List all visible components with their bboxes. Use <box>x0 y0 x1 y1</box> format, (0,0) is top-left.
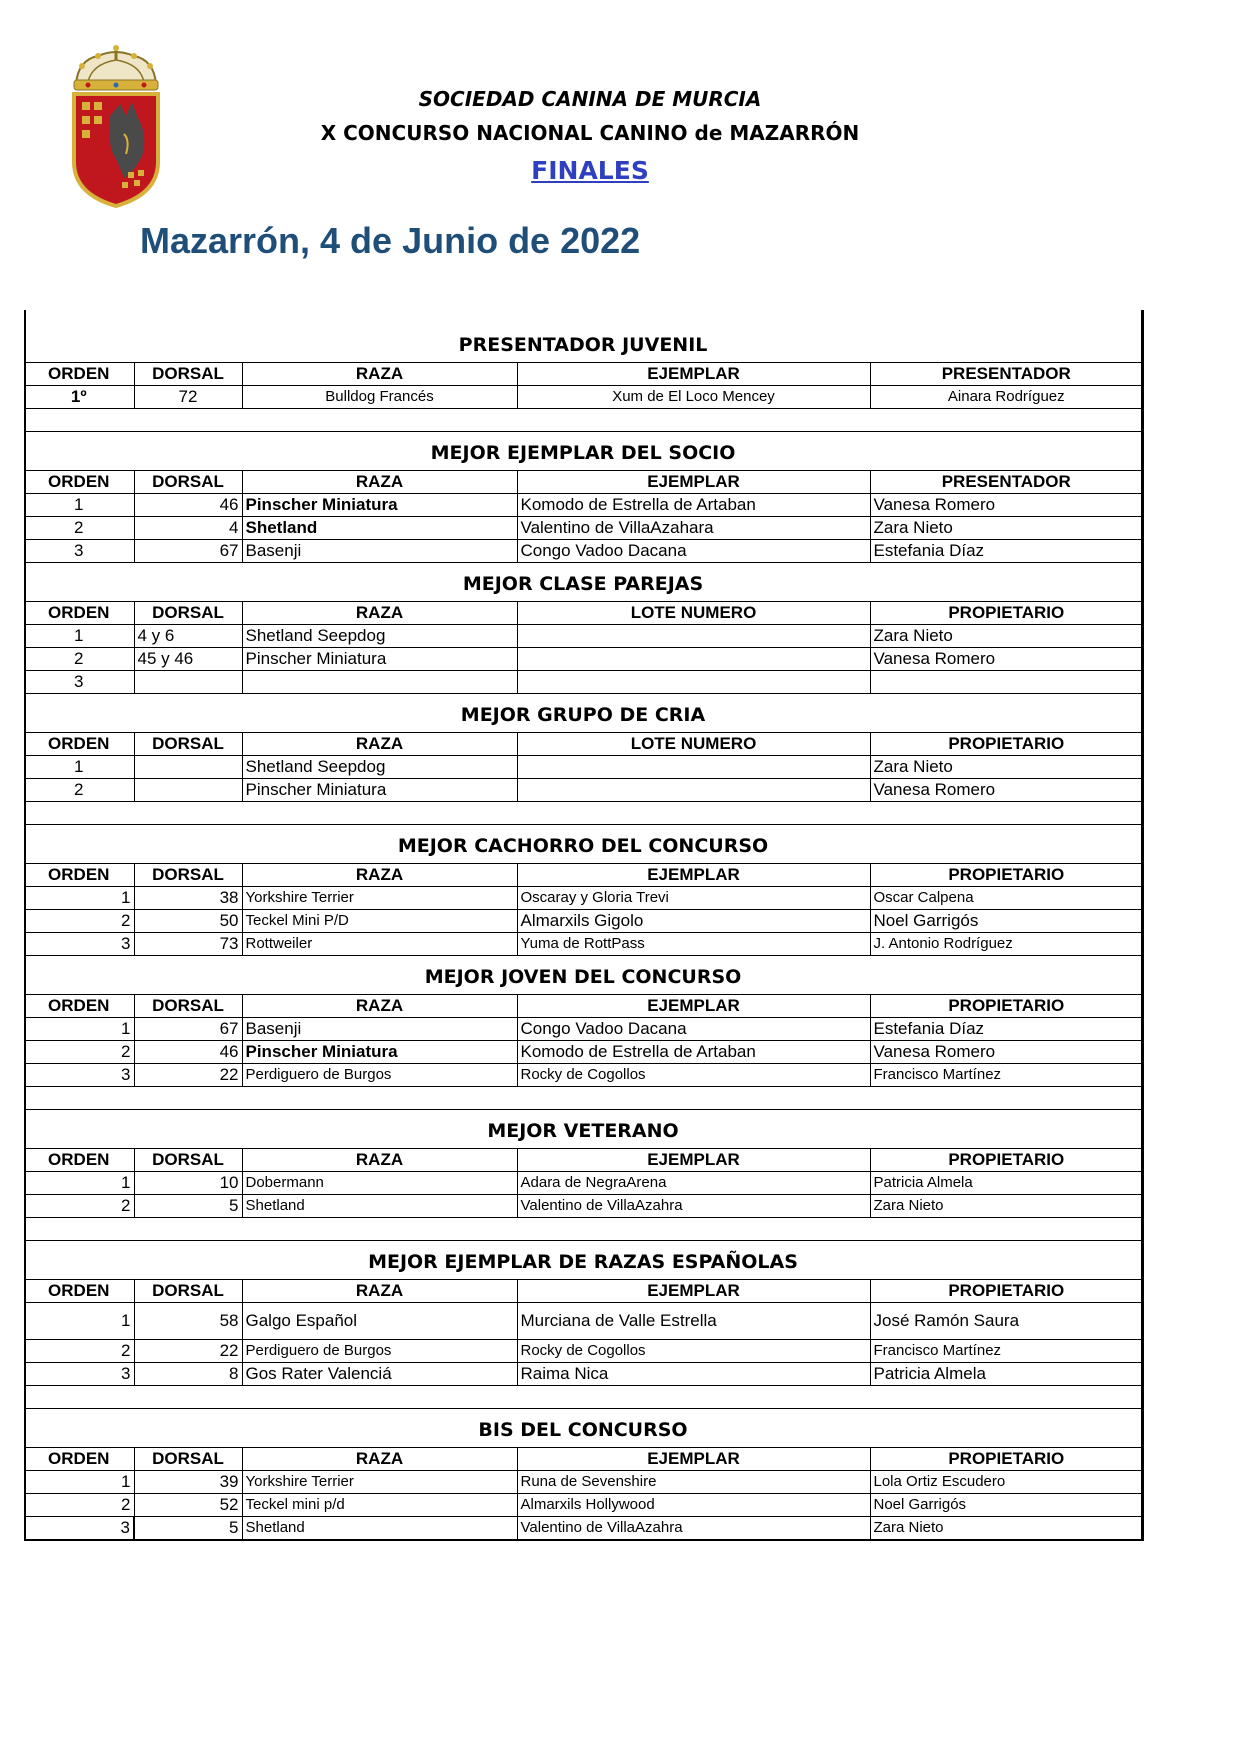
dorsal-cell: 4 <box>134 517 242 540</box>
spacer-cell <box>24 802 1142 825</box>
raza-cell: Rottweiler <box>242 933 517 956</box>
spacer-cell <box>24 1386 1142 1409</box>
column-header: ORDEN <box>24 471 134 494</box>
dorsal-cell: 46 <box>134 1041 242 1064</box>
dorsal-cell: 73 <box>134 933 242 956</box>
raza-cell: Yorkshire Terrier <box>242 887 517 910</box>
table-row <box>24 386 1142 409</box>
raza-cell: Perdiguero de Burgos <box>242 1064 517 1087</box>
column-header: PROPIETARIO <box>870 1448 1142 1471</box>
column-header-row <box>24 1448 1142 1471</box>
propietario-cell: Zara Nieto <box>870 625 1142 648</box>
section-title: MEJOR JOVEN DEL CONCURSO <box>24 956 1142 995</box>
raza-cell: Pinscher Miniatura <box>242 1041 517 1064</box>
section-title: PRESENTADOR JUVENIL <box>24 324 1142 363</box>
column-header: RAZA <box>242 733 517 756</box>
spacer-cell <box>24 409 1142 432</box>
orden-cell: 1 <box>24 1303 134 1340</box>
raza-cell: Teckel Mini P/D <box>242 910 517 933</box>
column-header: RAZA <box>242 864 517 887</box>
dorsal-cell: 50 <box>134 910 242 933</box>
column-header: PROPIETARIO <box>870 1149 1142 1172</box>
orden-cell: 3 <box>24 1064 134 1087</box>
column-header-row <box>24 1149 1142 1172</box>
column-header: PRESENTADOR <box>870 363 1142 386</box>
orden-cell: 3 <box>24 933 134 956</box>
column-header: RAZA <box>242 1280 517 1303</box>
ejemplar-cell: Almarxils Hollywood <box>517 1494 870 1517</box>
orden-cell: 2 <box>24 517 134 540</box>
spacer-cell <box>24 1218 1142 1241</box>
table-row <box>24 1517 1142 1541</box>
orden-cell: 3 <box>24 1517 134 1541</box>
table-row <box>24 933 1142 956</box>
column-header: DORSAL <box>134 1448 242 1471</box>
raza-cell <box>242 671 517 694</box>
orden-cell: 1 <box>24 1471 134 1494</box>
dorsal-cell: 58 <box>134 1303 242 1340</box>
orden-cell: 1 <box>24 1018 134 1041</box>
raza-cell: Shetland Seepdog <box>242 625 517 648</box>
ejemplar-cell: Congo Vadoo Dacana <box>517 1018 870 1041</box>
ejemplar-cell <box>517 648 870 671</box>
ejemplar-cell: Murciana de Valle Estrella <box>517 1303 870 1340</box>
section-title-row <box>24 563 1142 602</box>
column-header: ORDEN <box>24 1448 134 1471</box>
section-title-row <box>24 324 1142 363</box>
column-header-row <box>24 363 1142 386</box>
column-header: DORSAL <box>134 1280 242 1303</box>
results-table <box>24 324 1142 1541</box>
orden-cell: 2 <box>24 648 134 671</box>
dorsal-cell: 8 <box>134 1363 242 1386</box>
raza-cell: Pinscher Miniatura <box>242 648 517 671</box>
orden-cell: 1º <box>24 386 134 409</box>
raza-cell: Bulldog Francés <box>242 386 517 409</box>
propietario-cell: J. Antonio Rodríguez <box>870 933 1142 956</box>
section-title: MEJOR EJEMPLAR DE RAZAS ESPAÑOLAS <box>24 1241 1142 1280</box>
spacer-row <box>24 1087 1142 1110</box>
spacer-row <box>24 1386 1142 1409</box>
column-header-row <box>24 733 1142 756</box>
section-title-row <box>24 1241 1142 1280</box>
dorsal-cell: 67 <box>134 1018 242 1041</box>
propietario-cell: Vanesa Romero <box>870 494 1142 517</box>
ejemplar-cell <box>517 625 870 648</box>
column-header: ORDEN <box>24 733 134 756</box>
section-title-row <box>24 825 1142 864</box>
ejemplar-cell: Oscaray y Gloria Trevi <box>517 887 870 910</box>
column-header: RAZA <box>242 471 517 494</box>
dorsal-cell: 67 <box>134 540 242 563</box>
table-row <box>24 1303 1142 1340</box>
orden-cell: 3 <box>24 1363 134 1386</box>
table-row <box>24 1172 1142 1195</box>
propietario-cell: Vanesa Romero <box>870 779 1142 802</box>
orden-cell: 1 <box>24 494 134 517</box>
column-header: RAZA <box>242 995 517 1018</box>
ejemplar-cell: Adara de NegraArena <box>517 1172 870 1195</box>
column-header: DORSAL <box>134 363 242 386</box>
column-header: PROPIETARIO <box>870 733 1142 756</box>
column-header: DORSAL <box>134 602 242 625</box>
propietario-cell: Zara Nieto <box>870 756 1142 779</box>
raza-cell: Pinscher Miniatura <box>242 779 517 802</box>
raza-cell: Perdiguero de Burgos <box>242 1340 517 1363</box>
ejemplar-cell: Valentino de VillaAzahra <box>517 1517 870 1541</box>
orden-cell: 1 <box>24 1172 134 1195</box>
column-header: PROPIETARIO <box>870 995 1142 1018</box>
orden-cell: 2 <box>24 1340 134 1363</box>
propietario-cell: Noel Garrigós <box>870 1494 1142 1517</box>
raza-cell: Shetland Seepdog <box>242 756 517 779</box>
orden-cell: 3 <box>24 540 134 563</box>
column-header-row <box>24 864 1142 887</box>
section-title-row <box>24 432 1142 471</box>
column-header: LOTE NUMERO <box>517 733 870 756</box>
column-header: ORDEN <box>24 1149 134 1172</box>
column-header: PRESENTADOR <box>870 471 1142 494</box>
ejemplar-cell <box>517 671 870 694</box>
raza-cell: Galgo Español <box>242 1303 517 1340</box>
finals-title: FINALES <box>531 156 649 185</box>
dorsal-cell: 4 y 6 <box>134 625 242 648</box>
table-row <box>24 517 1142 540</box>
spacer-row <box>24 1218 1142 1241</box>
propietario-cell: Francisco Martínez <box>870 1064 1142 1087</box>
raza-cell: Shetland <box>242 1195 517 1218</box>
spacer-cell <box>24 1087 1142 1110</box>
table-row <box>24 625 1142 648</box>
table-row <box>24 1363 1142 1386</box>
propietario-cell: Zara Nieto <box>870 517 1142 540</box>
column-header: DORSAL <box>134 733 242 756</box>
column-header: EJEMPLAR <box>517 864 870 887</box>
orden-cell: 1 <box>24 756 134 779</box>
column-header: DORSAL <box>134 471 242 494</box>
raza-cell: Dobermann <box>242 1172 517 1195</box>
spacer-row <box>24 409 1142 432</box>
propietario-cell: José Ramón Saura <box>870 1303 1142 1340</box>
ejemplar-cell <box>517 779 870 802</box>
table-row <box>24 1471 1142 1494</box>
dorsal-cell <box>134 779 242 802</box>
section-title-row <box>24 1409 1142 1448</box>
column-header-row <box>24 1280 1142 1303</box>
orden-cell: 2 <box>24 910 134 933</box>
table-row <box>24 1340 1142 1363</box>
section-title: MEJOR CACHORRO DEL CONCURSO <box>24 825 1142 864</box>
ejemplar-cell: Komodo de Estrella de Artaban <box>517 494 870 517</box>
table-row <box>24 756 1142 779</box>
table-row <box>24 887 1142 910</box>
orden-cell: 3 <box>24 671 134 694</box>
dorsal-cell: 45 y 46 <box>134 648 242 671</box>
propietario-cell: Oscar Calpena <box>870 887 1142 910</box>
column-header-row <box>24 995 1142 1018</box>
ejemplar-cell: Rocky de Cogollos <box>517 1340 870 1363</box>
orden-cell: 2 <box>24 1195 134 1218</box>
column-header: LOTE NUMERO <box>517 602 870 625</box>
ejemplar-cell <box>517 756 870 779</box>
orden-cell: 1 <box>24 887 134 910</box>
ejemplar-cell: Almarxils Gigolo <box>517 910 870 933</box>
organization-title: SOCIEDAD CANINA DE MURCIA <box>418 87 762 111</box>
ejemplar-cell: Runa de Sevenshire <box>517 1471 870 1494</box>
raza-cell: Teckel mini p/d <box>242 1494 517 1517</box>
column-header: DORSAL <box>134 864 242 887</box>
column-header: RAZA <box>242 363 517 386</box>
ejemplar-cell: Congo Vadoo Dacana <box>517 540 870 563</box>
orden-cell: 2 <box>24 1041 134 1064</box>
section-title: MEJOR VETERANO <box>24 1110 1142 1149</box>
column-header: DORSAL <box>134 1149 242 1172</box>
orden-cell: 2 <box>24 779 134 802</box>
ejemplar-cell: Xum de El Loco Mencey <box>517 386 870 409</box>
event-title: X CONCURSO NACIONAL CANINO de MAZARRÓN <box>320 121 860 145</box>
propietario-cell: Lola Ortiz Escudero <box>870 1471 1142 1494</box>
dorsal-cell: 10 <box>134 1172 242 1195</box>
dorsal-cell: 22 <box>134 1064 242 1087</box>
column-header: PROPIETARIO <box>870 864 1142 887</box>
dorsal-cell: 5 <box>134 1195 242 1218</box>
ejemplar-cell: Valentino de VillaAzahara <box>517 517 870 540</box>
table-row <box>24 1018 1142 1041</box>
column-header: EJEMPLAR <box>517 471 870 494</box>
column-header: EJEMPLAR <box>517 995 870 1018</box>
column-header: EJEMPLAR <box>517 363 870 386</box>
section-title-row <box>24 1110 1142 1149</box>
orden-cell: 2 <box>24 1494 134 1517</box>
raza-cell: Basenji <box>242 1018 517 1041</box>
section-title-row <box>24 956 1142 995</box>
column-header-row <box>24 602 1142 625</box>
dorsal-cell: 22 <box>134 1340 242 1363</box>
propietario-cell: Vanesa Romero <box>870 1041 1142 1064</box>
section-title: MEJOR EJEMPLAR DEL SOCIO <box>24 432 1142 471</box>
column-header: ORDEN <box>24 995 134 1018</box>
dorsal-cell: 38 <box>134 887 242 910</box>
dorsal-cell: 72 <box>134 386 242 409</box>
propietario-cell: Estefania Díaz <box>870 540 1142 563</box>
column-header: EJEMPLAR <box>517 1149 870 1172</box>
section-title: BIS DEL CONCURSO <box>24 1409 1142 1448</box>
raza-cell: Basenji <box>242 540 517 563</box>
raza-cell: Yorkshire Terrier <box>242 1471 517 1494</box>
column-header: RAZA <box>242 1448 517 1471</box>
ejemplar-cell: Valentino de VillaAzahra <box>517 1195 870 1218</box>
table-row <box>24 910 1142 933</box>
dorsal-cell <box>134 671 242 694</box>
table-row <box>24 1195 1142 1218</box>
crown-icon <box>74 45 158 90</box>
propietario-cell <box>870 671 1142 694</box>
ejemplar-cell: Rocky de Cogollos <box>517 1064 870 1087</box>
propietario-cell: Patricia Almela <box>870 1172 1142 1195</box>
propietario-cell: Zara Nieto <box>870 1195 1142 1218</box>
column-header: RAZA <box>242 602 517 625</box>
dorsal-cell <box>134 756 242 779</box>
raza-cell: Pinscher Miniatura <box>242 494 517 517</box>
raza-cell: Gos Rater Valenciá <box>242 1363 517 1386</box>
table-row <box>24 1064 1142 1087</box>
propietario-cell: Ainara Rodríguez <box>870 386 1142 409</box>
orden-cell: 1 <box>24 625 134 648</box>
propietario-cell: Patricia Almela <box>870 1363 1142 1386</box>
column-header: PROPIETARIO <box>870 1280 1142 1303</box>
propietario-cell: Zara Nieto <box>870 1517 1142 1541</box>
column-header: RAZA <box>242 1149 517 1172</box>
dorsal-cell: 5 <box>134 1517 242 1541</box>
column-header: ORDEN <box>24 1280 134 1303</box>
table-row <box>24 1494 1142 1517</box>
column-header: ORDEN <box>24 602 134 625</box>
section-title-row <box>24 694 1142 733</box>
dorsal-cell: 46 <box>134 494 242 517</box>
raza-cell: Shetland <box>242 1517 517 1541</box>
table-row <box>24 540 1142 563</box>
table-row <box>24 671 1142 694</box>
section-title: MEJOR GRUPO DE CRIA <box>24 694 1142 733</box>
table-row <box>24 494 1142 517</box>
results-sheet <box>24 310 1142 1541</box>
propietario-cell: Francisco Martínez <box>870 1340 1142 1363</box>
event-date: Mazarrón, 4 de Junio de 2022 <box>140 220 641 261</box>
spacer-row <box>24 802 1142 825</box>
column-header: ORDEN <box>24 864 134 887</box>
ejemplar-cell: Yuma de RottPass <box>517 933 870 956</box>
ejemplar-cell: Raima Nica <box>517 1363 870 1386</box>
dorsal-cell: 52 <box>134 1494 242 1517</box>
column-header: DORSAL <box>134 995 242 1018</box>
section-title: MEJOR CLASE PAREJAS <box>24 563 1142 602</box>
propietario-cell: Vanesa Romero <box>870 648 1142 671</box>
column-header: ORDEN <box>24 363 134 386</box>
column-header: EJEMPLAR <box>517 1280 870 1303</box>
column-header: EJEMPLAR <box>517 1448 870 1471</box>
propietario-cell: Estefania Díaz <box>870 1018 1142 1041</box>
table-row <box>24 1041 1142 1064</box>
table-row <box>24 648 1142 671</box>
column-header-row <box>24 471 1142 494</box>
ejemplar-cell: Komodo de Estrella de Artaban <box>517 1041 870 1064</box>
dorsal-cell: 39 <box>134 1471 242 1494</box>
table-row <box>24 779 1142 802</box>
raza-cell: Shetland <box>242 517 517 540</box>
propietario-cell: Noel Garrigós <box>870 910 1142 933</box>
column-header: PROPIETARIO <box>870 602 1142 625</box>
